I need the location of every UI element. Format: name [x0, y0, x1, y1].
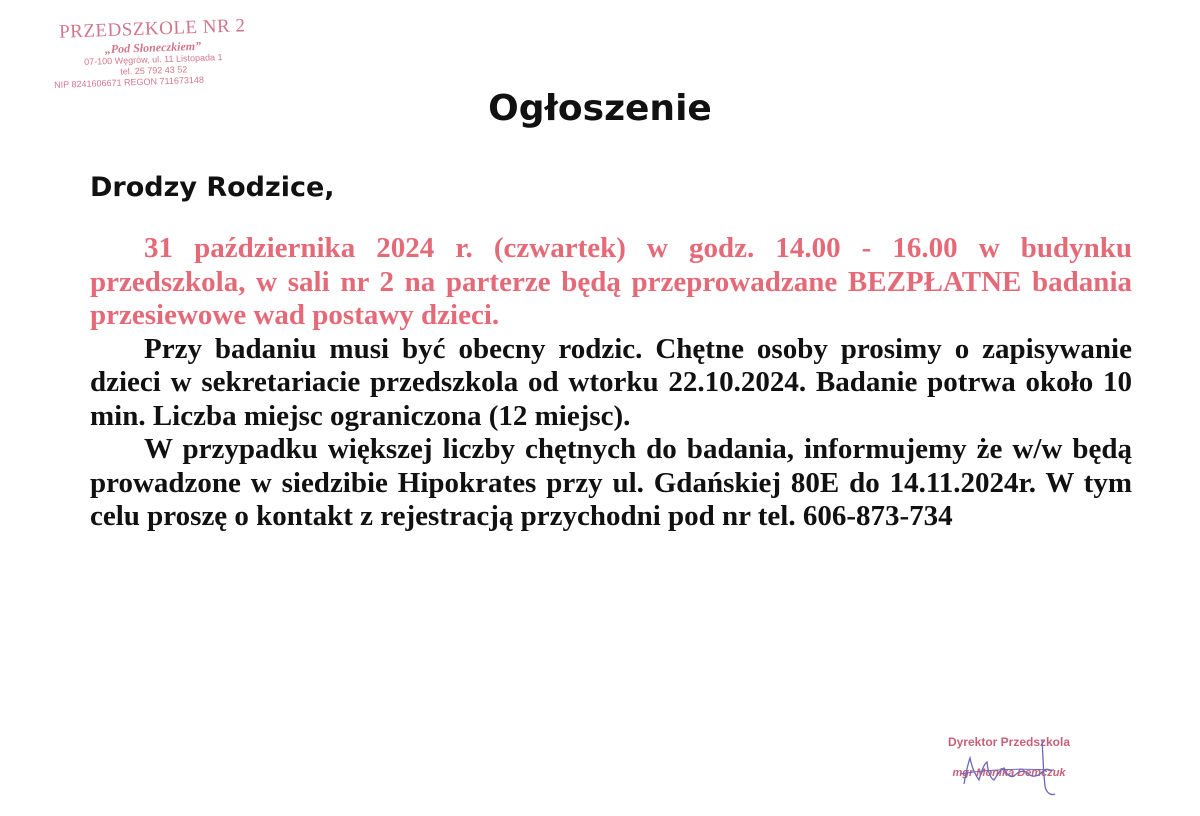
director-signature-stamp	[924, 734, 1094, 780]
signature-name: mgr Monika Demczuk	[952, 767, 1066, 779]
greeting: Drodzy Rodzice,	[90, 172, 335, 203]
paragraph-exam-details: 31 października 2024 r. (czwartek) w godz. 14.00 - 16.00 w budynku przedszkola, w sali nr 2 na parterze będą przeprowadzane BEZPŁATNE badania przesiewowe wad postawy dzieci.	[90, 232, 1132, 331]
stamp-address: 07-100 Węgrów, ul. 11 Listopada 1	[84, 52, 223, 67]
paragraph-alternative-location: W przypadku większej liczby chętnych do badania, informujemy że w/w będą prowadzone w siedzibie Hipokrates przy ul. Gdańskiej 80E do 14.11.2024r. W tym celu proszę o kontakt z rejestracją przychodni pod nr tel. 606-873-734	[90, 433, 1132, 532]
paragraph-registration: Przy badaniu musi być obecny rodzic. Chętne osoby prosimy o zapisywanie dzieci w sekretariacie przedszkola od wtorku 22.10.2024. Badanie potrwa około 10 min. Liczba miejsc ograniczona (12 miejsc).	[90, 332, 1132, 432]
announcement-body	[90, 232, 1132, 534]
stamp-phone: tel. 25 792 43 52	[120, 64, 188, 77]
stamp-nickname: „Pod Słoneczkiem”	[104, 38, 202, 57]
document-title: Ogłoszenie	[488, 88, 712, 129]
signature-role: Dyrektor Przedszkola	[947, 735, 1071, 749]
stamp-ids: NIP 8241606671 REGON 711673148	[54, 74, 205, 90]
handwritten-signature-icon	[924, 734, 1094, 800]
stamp-name: PRZEDSZKOLE NR 2	[58, 15, 246, 43]
institution-stamp	[52, 15, 254, 91]
